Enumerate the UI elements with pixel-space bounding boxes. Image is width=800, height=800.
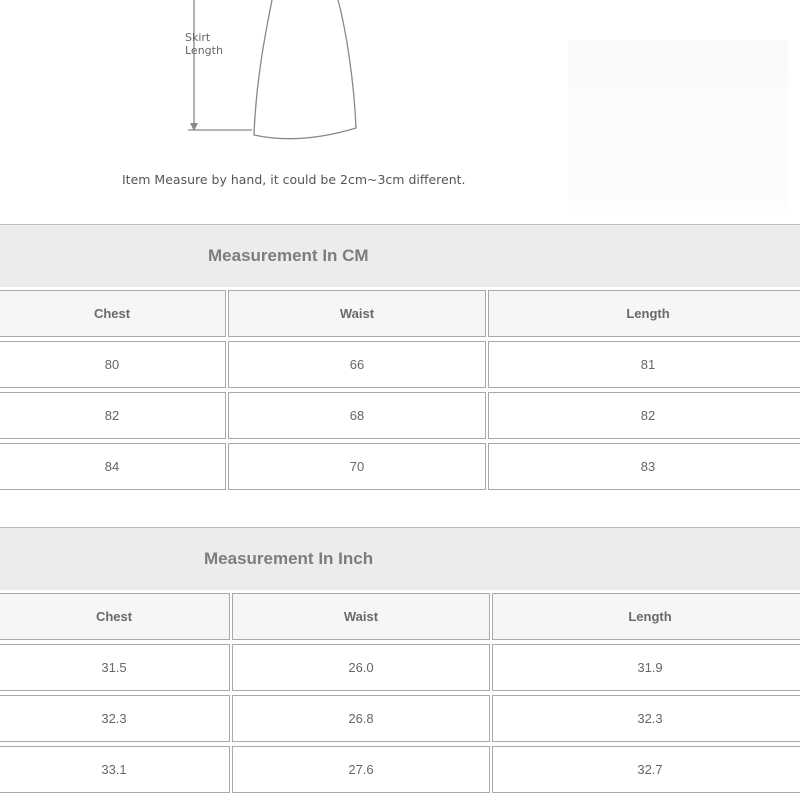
table-row: [0, 341, 800, 392]
header-chest: Chest: [0, 290, 226, 337]
cell-length: 32.7: [492, 746, 800, 793]
cm-size-table: [0, 224, 800, 494]
garment-illustration: [0, 0, 800, 222]
cell-chest: 84: [0, 443, 226, 490]
cell-waist: 27.6: [232, 746, 490, 793]
cell-length: 31.9: [492, 644, 800, 691]
header-chest: Chest: [0, 593, 230, 640]
header-waist: Waist: [232, 593, 490, 640]
cell-waist: 66: [228, 341, 486, 388]
cell-length: 81: [488, 341, 800, 388]
table-header-row: [0, 290, 800, 341]
table-row: [0, 695, 800, 746]
table-title-bar: [0, 224, 800, 287]
skirt-outline: [254, 0, 356, 139]
cell-chest: 80: [0, 341, 226, 388]
measurement-note: Item Measure by hand, it could be 2cm~3cm different.: [122, 172, 466, 187]
table-title: Measurement In Inch: [204, 549, 374, 568]
skirt-label-line-1: Skirt: [185, 31, 211, 44]
table-title-bar: [0, 527, 800, 590]
skirt-diagram: [0, 0, 800, 222]
table-header-row: [0, 593, 800, 644]
table-title: Measurement In CM: [208, 246, 369, 265]
cell-waist: 68: [228, 392, 486, 439]
header-waist: Waist: [228, 290, 486, 337]
cell-waist: 26.0: [232, 644, 490, 691]
cell-length: 82: [488, 392, 800, 439]
cell-chest: 31.5: [0, 644, 230, 691]
header-length: Length: [488, 290, 800, 337]
cell-chest: 33.1: [0, 746, 230, 793]
inch-size-table: [0, 527, 800, 797]
skirt-length-label: [185, 31, 223, 57]
table-row: [0, 746, 800, 797]
cell-length: 32.3: [492, 695, 800, 742]
cell-waist: 70: [228, 443, 486, 490]
header-length: Length: [492, 593, 800, 640]
table-row: [0, 443, 800, 494]
cell-waist: 26.8: [232, 695, 490, 742]
table-row: [0, 392, 800, 443]
skirt-label-line-2: Length: [185, 44, 223, 57]
cell-chest: 82: [0, 392, 226, 439]
cell-length: 83: [488, 443, 800, 490]
table-row: [0, 644, 800, 695]
cell-chest: 32.3: [0, 695, 230, 742]
